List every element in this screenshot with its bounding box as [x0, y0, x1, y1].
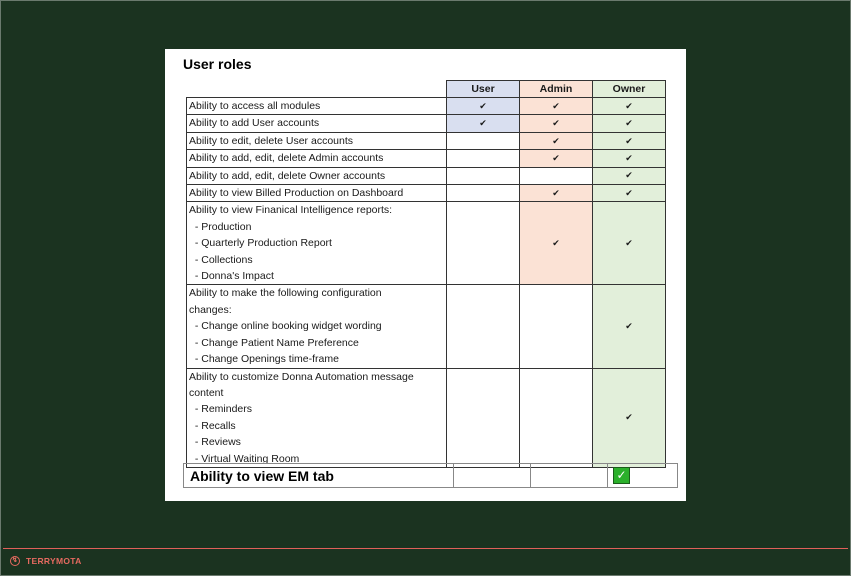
owner-cell	[593, 132, 666, 149]
row-label-subline: - Quarterly Production Report	[189, 237, 332, 250]
check-icon: ✔	[479, 118, 487, 129]
em-tab-table	[183, 463, 678, 488]
row-label-subline: - Recalls	[189, 419, 236, 432]
owner-cell	[593, 202, 666, 285]
row-label	[187, 185, 447, 202]
owner-cell	[593, 285, 666, 368]
check-icon: ✔	[625, 320, 633, 331]
row-label-subline: content	[189, 386, 224, 399]
admin-cell	[520, 150, 593, 167]
row-label-subline: - Reviews	[189, 436, 241, 449]
brand-logo-icon: ↯	[11, 557, 19, 564]
check-icon: ✔	[625, 237, 633, 248]
row-label-line: Ability to add User accounts	[189, 117, 320, 130]
admin-cell	[520, 368, 593, 467]
footer-divider	[3, 548, 848, 549]
check-icon: ✔	[625, 118, 633, 129]
user-cell	[447, 285, 520, 368]
admin-cell	[520, 115, 593, 132]
owner-cell	[593, 368, 666, 467]
row-label	[187, 132, 447, 149]
table-row	[187, 185, 666, 202]
column-header-admin: Admin	[520, 81, 593, 98]
row-label-line: Ability to customize Donna Automation message	[189, 370, 414, 383]
row-label	[187, 202, 447, 285]
row-label-subline: - Change Openings time-frame	[189, 353, 339, 366]
table-row	[187, 368, 666, 467]
user-cell	[447, 368, 520, 467]
admin-cell	[520, 98, 593, 115]
row-label	[187, 115, 447, 132]
table-row	[187, 115, 666, 132]
table-row	[187, 132, 666, 149]
table-row	[187, 150, 666, 167]
row-label	[187, 368, 447, 467]
check-icon: ✔	[625, 100, 633, 111]
owner-cell	[593, 115, 666, 132]
user-cell	[447, 185, 520, 202]
green-checkbox-icon: ✓	[613, 467, 630, 484]
table-row	[187, 167, 666, 184]
check-icon: ✔	[625, 152, 633, 163]
row-label	[187, 150, 447, 167]
roles-table	[186, 80, 666, 468]
owner-cell	[593, 167, 666, 184]
em-admin-cell	[531, 464, 608, 488]
row-label-line: Ability to add, edit, delete Admin accounts	[189, 152, 384, 165]
check-icon: ✔	[625, 412, 633, 423]
user-cell	[447, 167, 520, 184]
table-row	[187, 202, 666, 285]
check-icon: ✔	[552, 152, 560, 163]
row-label-subline: - Reminders	[189, 403, 253, 416]
user-cell	[447, 132, 520, 149]
table-row	[187, 98, 666, 115]
column-header-owner: Owner	[593, 81, 666, 98]
row-label-subline: changes:	[189, 303, 232, 316]
row-label-subline: - Virtual Waiting Room	[189, 452, 300, 465]
row-label-subline: - Donna's Impact	[189, 270, 274, 283]
row-label-subline: - Collections	[189, 253, 253, 266]
check-icon: ✔	[552, 187, 560, 198]
row-label	[187, 285, 447, 368]
user-roles-card	[165, 49, 686, 501]
row-label	[187, 167, 447, 184]
user-cell	[447, 150, 520, 167]
user-cell	[447, 115, 520, 132]
row-label-subline: - Change Patient Name Preference	[189, 336, 359, 349]
admin-cell	[520, 285, 593, 368]
admin-cell	[520, 185, 593, 202]
check-icon: ✔	[552, 135, 560, 146]
row-label-line: Ability to add, edit, delete Owner accounts	[189, 169, 386, 182]
column-header-user: User	[447, 81, 520, 98]
em-user-cell	[454, 464, 531, 488]
user-cell	[447, 98, 520, 115]
header-row	[187, 81, 666, 98]
em-tab-label: Ability to view EM tab	[184, 464, 454, 488]
header-blank	[187, 81, 447, 98]
owner-cell	[593, 185, 666, 202]
em-tab-row	[184, 464, 678, 488]
row-label	[187, 98, 447, 115]
brand-name: TERRYMOTA	[26, 556, 82, 566]
check-icon: ✔	[552, 237, 560, 248]
row-label-line: Ability to make the following configuration	[189, 287, 382, 300]
row-label-line: Ability to view Billed Production on Dashboard	[189, 187, 404, 200]
check-icon: ✔	[625, 187, 633, 198]
row-label-subline: - Production	[189, 220, 252, 233]
check-icon: ✔	[625, 135, 633, 146]
owner-cell	[593, 98, 666, 115]
row-label-line: Ability to access all modules	[189, 100, 321, 112]
table-row	[187, 285, 666, 368]
owner-cell	[593, 150, 666, 167]
check-icon: ✔	[479, 100, 487, 111]
footer-logo	[10, 556, 82, 566]
row-label-subline: - Change online booking widget wording	[189, 320, 382, 333]
check-icon: ✔	[625, 170, 633, 181]
user-cell	[447, 202, 520, 285]
admin-cell	[520, 132, 593, 149]
check-icon: ✔	[552, 118, 560, 129]
row-label-line: Ability to edit, delete User accounts	[189, 134, 354, 147]
row-label-line: Ability to view Finanical Intelligence reports:	[189, 204, 393, 217]
em-owner-cell	[608, 464, 678, 488]
admin-cell	[520, 167, 593, 184]
check-icon: ✔	[552, 100, 560, 111]
admin-cell	[520, 202, 593, 285]
page-title: User roles	[183, 56, 252, 72]
